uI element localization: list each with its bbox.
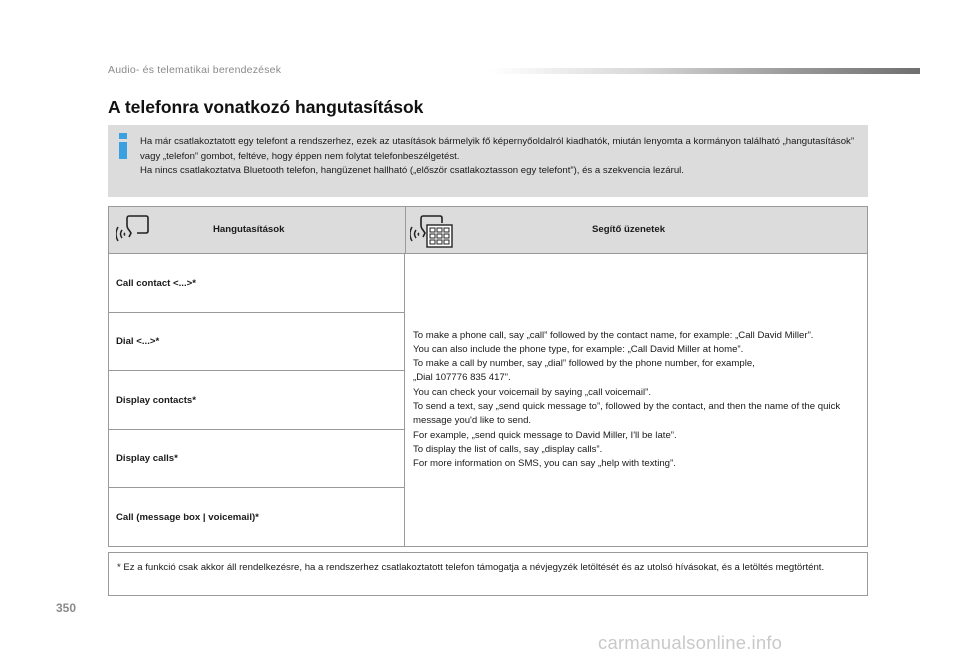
command-text: Display calls* [116,453,178,464]
footnote-box [108,552,868,596]
help-line: For example, „send quick message to David Miller, I'll be late”. [413,429,677,441]
command-text: Display contacts* [116,394,196,406]
help-line: You can also include the phone type, for example: „Call David Miller at home”. [413,343,744,355]
column-header-help: Segítő üzenetek [592,224,666,235]
header-decorative-bar [490,68,920,74]
command-text: Call (message box | voicemail)* [116,511,259,523]
command-cell [109,254,405,313]
page-number: 350 [56,601,77,615]
column-header-commands: Hangutasítások [213,224,285,235]
table-header-row [109,207,867,254]
help-line: „Dial 107776 835 417”. [413,372,511,384]
help-text [413,329,853,472]
section-header: Audio- és telematikai berendezések [108,64,282,76]
help-line: You can check your voicemail by saying „call voicemail”. [413,386,651,398]
info-text [140,135,860,179]
command-cell [109,313,405,371]
help-line: To display the list of calls, say „display calls”. [413,443,603,455]
help-line: To make a phone call, say „call” followed by the contact name, for example: „Call David Miller”. [413,329,814,341]
help-line: For more information on SMS, you can say „help with texting”. [413,458,676,470]
page-title: A telefonra vonatkozó hangutasítások [108,97,424,117]
voice-help-messages-icon [410,213,454,249]
table-header-commands [109,207,406,253]
voice-commands-table [108,206,868,547]
info-icon [116,133,130,159]
help-messages-cell [406,254,867,546]
command-cell [109,488,405,546]
voice-command-icon [116,213,150,247]
info-box [108,125,868,197]
table-header-help [406,207,867,253]
command-cell [109,371,405,430]
command-cell [109,430,405,488]
info-line: Ha már csatlakoztatott egy telefont a rendszerhez, ezek az utasítások bármelyik fő képernyőoldalról kiadhatók, miután lenyomta a kormányon található „hangutasítások” vagy „telefon” gombot, feltéve, hogy éppen nem folytat telefonbeszélgetést. [140,136,855,162]
command-text: Call contact <...>* [116,277,196,289]
watermark: carmanualsonline.info [598,632,783,653]
command-text: Dial <...>* [116,336,160,347]
help-line: To make a call by number, say „dial” followed by the phone number, for example, [413,358,755,370]
help-line: To send a text, say „send quick message to”, followed by the contact, and then the name of the quick message you'd like to send. [413,401,841,427]
footnote-text: * Ez a funkció csak akkor áll rendelkezésre, ha a rendszerhez csatlakoztatott telefon támogatja a névjegyzék letöltését és az utolsó hívásokat, és a letöltés megtörtént. [117,562,825,573]
info-line: Ha nincs csatlakoztatva Bluetooth telefon, hangüzenet hallható („először csatlakoztasson egy telefont”), és a szekvencia lezárul. [140,165,684,176]
